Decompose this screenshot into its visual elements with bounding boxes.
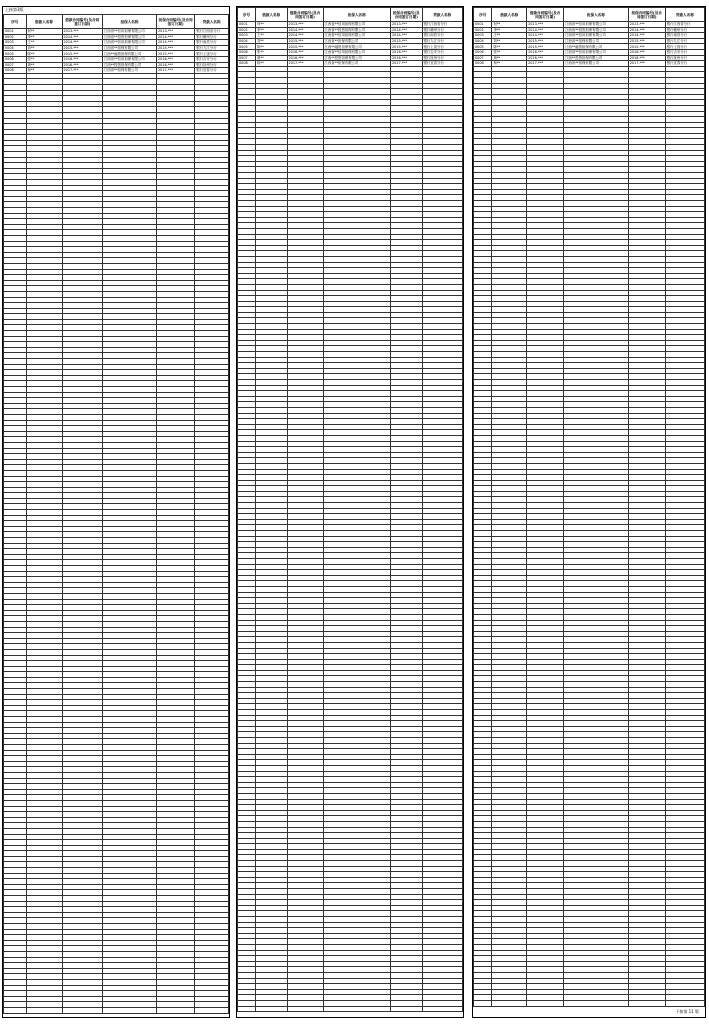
table-cell: 0005	[4, 51, 27, 57]
table-cell: 银行南昌分行	[665, 33, 704, 39]
table-cell: 2015-***	[157, 45, 195, 51]
table-cell: 江西省**信用担保有限公司	[564, 33, 629, 39]
header-cell: 贷款人名称	[422, 8, 463, 22]
table-cell: 0002	[238, 27, 256, 33]
table-cell: 2017-***	[628, 61, 665, 67]
table-cell: 0002	[474, 27, 492, 33]
table-cell: 2014-***	[391, 27, 423, 33]
table-cell: 2014-***	[287, 33, 323, 39]
table-cell: 江西省**担保有限公司	[564, 61, 629, 67]
table-cell: 2015-***	[628, 38, 665, 44]
table-cell: 2016-***	[62, 56, 103, 62]
table-cell: 黄**	[256, 55, 288, 61]
table-cell: 2017-***	[287, 61, 323, 67]
footer-note: 下接第 11 版	[675, 1009, 699, 1014]
table-header-row	[4, 15, 229, 29]
table-cell: 2015-***	[628, 44, 665, 50]
column-1	[2, 6, 230, 1018]
table-cell: 2016-***	[391, 49, 423, 55]
header-cell: 贷款人名称	[665, 8, 704, 22]
table-cell: 2015-***	[62, 45, 103, 51]
table-cell	[564, 1000, 629, 1006]
table-cell: 0002	[4, 34, 27, 40]
table-cell: 0007	[4, 62, 27, 68]
table-cell: 2016-***	[527, 55, 564, 61]
table-cell: 刘**	[492, 38, 527, 44]
header-cell: 贷款人名称	[195, 15, 229, 29]
table-cell: 银行抚州分行	[665, 55, 704, 61]
table-cell: 银行吉安分行	[665, 49, 704, 55]
table-cell: 2016-***	[527, 49, 564, 55]
table-cell: 0007	[474, 55, 492, 61]
table-cell: 刘**	[26, 45, 62, 51]
table-cell: 江西省**信用担保有限公司	[564, 49, 629, 55]
table-cell: 江西省**信用担保有限公司	[564, 22, 629, 28]
table-cell: 银行宜春分行	[195, 68, 229, 74]
table-cell: 江西**投资担保有限公司	[564, 55, 629, 61]
table-cell: 银行上饶分行	[422, 44, 463, 50]
table-header-row	[238, 8, 463, 22]
table-cell	[474, 1000, 492, 1006]
table-cell: 银行赣州分行	[195, 34, 229, 40]
table-cell: 0004	[474, 38, 492, 44]
table-cell: 江西省**担保有限公司	[323, 38, 391, 44]
table-cell: 2014-***	[628, 33, 665, 39]
table-cell: 江西**投资担保有限公司	[103, 62, 157, 68]
table-cell: 江西省**担保有限公司	[103, 68, 157, 74]
table-cell	[665, 1000, 704, 1006]
header-cell: 借款人名称	[256, 8, 288, 22]
table-cell: 李**	[492, 27, 527, 33]
table-cell: 江西**融资担保有限公司	[564, 44, 629, 50]
table-cell: 2014-***	[628, 27, 665, 33]
table-cell: 银行江西省分行	[665, 22, 704, 28]
table-cell: 2014-***	[287, 27, 323, 33]
table-cell: 何**	[256, 22, 288, 28]
table-cell: 银行宜春分行	[422, 61, 463, 67]
table-cell: 银行南昌分行	[422, 33, 463, 39]
table-cell: 银行抚州分行	[422, 55, 463, 61]
loan-table-1	[3, 14, 229, 1014]
header-cell: 借款人名称	[492, 8, 527, 22]
table-cell: 江西**融资担保有限公司	[323, 44, 391, 50]
table-cell	[492, 1000, 527, 1006]
table-cell: 王**	[26, 40, 62, 46]
table-cell: 2013-***	[62, 29, 103, 35]
table-cell: 银行九江分行	[665, 38, 704, 44]
header-cell: 担保人名称	[103, 15, 157, 29]
table-cell: 杨**	[256, 61, 288, 67]
table-cell: 0005	[238, 44, 256, 50]
table-row	[238, 1006, 463, 1012]
table-cell: 2016-***	[157, 56, 195, 62]
table-cell: 张**	[26, 56, 62, 62]
table-cell: 陈**	[492, 44, 527, 50]
header-cell: 担保合同编号(及合同签订日期)	[628, 8, 665, 22]
header-cell: 序号	[4, 15, 27, 29]
table-cell: 陈**	[26, 51, 62, 57]
table-cell: 江西省**担保有限公司	[103, 45, 157, 51]
header-cell: 借款合同编号(及合同签订日期)	[527, 8, 564, 22]
table-cell	[157, 1007, 195, 1013]
table-cell: 0006	[474, 49, 492, 55]
table-cell: 2017-***	[62, 68, 103, 74]
table-cell: 2015-***	[391, 44, 423, 50]
header-cell: 担保合同编号(及合同签订日期)	[391, 8, 423, 22]
table-cell: 0003	[474, 33, 492, 39]
table-cell: 江西省**担保有限公司	[323, 61, 391, 67]
table-cell: 0008	[238, 61, 256, 67]
table-body	[238, 22, 463, 1012]
table-cell: 银行抚州分行	[195, 62, 229, 68]
table-body	[474, 22, 705, 1007]
table-cell: 2016-***	[287, 55, 323, 61]
table-cell: 银行吉安分行	[422, 49, 463, 55]
table-cell: 银行宜春分行	[665, 61, 704, 67]
table-cell: 2014-***	[157, 40, 195, 46]
table-cell: 2015-***	[287, 38, 323, 44]
table-cell: 2015-***	[527, 38, 564, 44]
table-cell: 银行九江分行	[422, 38, 463, 44]
table-cell	[422, 1006, 463, 1012]
table-cell: 0003	[238, 33, 256, 39]
table-body	[4, 29, 229, 1014]
table-cell: 0007	[238, 55, 256, 61]
table-cell: 杨**	[492, 61, 527, 67]
table-cell: 王**	[256, 33, 288, 39]
table-cell: 0004	[4, 45, 27, 51]
table-cell	[527, 1000, 564, 1006]
table-cell: 杨**	[26, 68, 62, 74]
table-cell: 2015-***	[527, 44, 564, 50]
table-cell: 2013-***	[391, 22, 423, 28]
table-cell: 0004	[238, 38, 256, 44]
table-cell: 银行上饶分行	[195, 51, 229, 57]
loan-table-3	[473, 7, 705, 1007]
table-cell: 银行上饶分行	[665, 44, 704, 50]
header-cell: 借款人名称	[26, 15, 62, 29]
loan-table-2	[237, 7, 463, 1012]
table-cell: 刘**	[256, 38, 288, 44]
table-cell: 2017-***	[527, 61, 564, 67]
table-cell: 2014-***	[527, 33, 564, 39]
table-cell: 2014-***	[391, 33, 423, 39]
table-cell: 2013-***	[527, 22, 564, 28]
table-cell: 2014-***	[62, 40, 103, 46]
table-cell: 银行南昌分行	[195, 40, 229, 46]
table-cell: 2016-***	[628, 55, 665, 61]
table-row	[4, 1007, 229, 1013]
header-cell: 序号	[474, 8, 492, 22]
table-cell	[238, 1006, 256, 1012]
table-cell: 江西省**投资担保有限公司	[323, 27, 391, 33]
table-cell: 李**	[256, 27, 288, 33]
table-cell: 2016-***	[157, 62, 195, 68]
table-cell: 江西省**信用担保有限公司	[103, 56, 157, 62]
table-cell: 0001	[474, 22, 492, 28]
table-cell: 2013-***	[157, 29, 195, 35]
table-cell: 0001	[238, 22, 256, 28]
table-cell: 0006	[238, 49, 256, 55]
table-cell: 李**	[26, 34, 62, 40]
table-cell: 2014-***	[157, 34, 195, 40]
table-cell: 2014-***	[527, 27, 564, 33]
table-cell	[26, 1007, 62, 1013]
table-cell: 何**	[26, 29, 62, 35]
header-cell: 借款合同编号(及合同签订日期)	[62, 15, 103, 29]
column-3	[472, 6, 706, 1018]
table-cell	[195, 1007, 229, 1013]
header-cell: 担保合同编号(及合同签订日期)	[157, 15, 195, 29]
header-cell: 担保人名称	[323, 8, 391, 22]
table-cell: 张**	[256, 49, 288, 55]
table-cell: 银行赣州分行	[422, 27, 463, 33]
table-cell: 银行吉安分行	[195, 56, 229, 62]
table-cell	[103, 1007, 157, 1013]
table-cell: 2013-***	[628, 22, 665, 28]
table-cell: 银行江西省分行	[195, 29, 229, 35]
table-cell: 2016-***	[391, 55, 423, 61]
table-cell: 银行赣州分行	[665, 27, 704, 33]
table-cell	[4, 1007, 27, 1013]
table-cell: 2015-***	[391, 38, 423, 44]
table-cell: 2015-***	[287, 44, 323, 50]
table-cell: 江西省**担保有限公司	[564, 38, 629, 44]
table-cell: 0008	[474, 61, 492, 67]
table-cell: 银行九江分行	[195, 45, 229, 51]
table-cell: 江西省**信用担保有限公司	[323, 22, 391, 28]
table-cell: 江西省**投资担保有限公司	[564, 27, 629, 33]
table-cell: 陈**	[256, 44, 288, 50]
table-cell: 2015-***	[62, 51, 103, 57]
table-cell: 2014-***	[62, 34, 103, 40]
table-cell	[287, 1006, 323, 1012]
header-cell: 借款合同编号(及合同签订日期)	[287, 8, 323, 22]
table-cell	[391, 1006, 423, 1012]
table-cell: 2016-***	[62, 62, 103, 68]
table-row	[474, 1000, 705, 1006]
table-cell: 0003	[4, 40, 27, 46]
table-cell	[323, 1006, 391, 1012]
header-cell: 担保人名称	[564, 8, 629, 22]
table-cell: 江西省**信用担保有限公司	[103, 40, 157, 46]
table-cell: 0001	[4, 29, 27, 35]
table-cell: 江西**融资担保有限公司	[103, 51, 157, 57]
table-cell: 江西**投资担保有限公司	[323, 55, 391, 61]
table-cell: 江西省**信用担保有限公司	[323, 33, 391, 39]
table-cell: 2017-***	[391, 61, 423, 67]
table-cell: 2015-***	[157, 51, 195, 57]
header-note: 上接第3版	[5, 7, 24, 12]
table-cell: 2017-***	[157, 68, 195, 74]
table-cell: 银行江西省分行	[422, 22, 463, 28]
table-cell: 王**	[492, 33, 527, 39]
table-cell: 黄**	[492, 55, 527, 61]
table-cell: 2013-***	[287, 22, 323, 28]
table-cell	[256, 1006, 288, 1012]
table-cell: 0008	[4, 68, 27, 74]
table-cell: 何**	[492, 22, 527, 28]
table-cell: 2016-***	[628, 49, 665, 55]
table-cell: 江西省**投资担保有限公司	[103, 34, 157, 40]
table-cell: 张**	[492, 49, 527, 55]
table-cell: 江西省**信用担保有限公司	[103, 29, 157, 35]
header-cell: 序号	[238, 8, 256, 22]
table-cell	[628, 1000, 665, 1006]
table-cell: 江西省**信用担保有限公司	[323, 49, 391, 55]
table-header-row	[474, 8, 705, 22]
table-cell: 0005	[474, 44, 492, 50]
table-cell	[62, 1007, 103, 1013]
table-cell: 0006	[4, 56, 27, 62]
table-cell: 2016-***	[287, 49, 323, 55]
column-2	[236, 6, 464, 1018]
table-cell: 黄**	[26, 62, 62, 68]
